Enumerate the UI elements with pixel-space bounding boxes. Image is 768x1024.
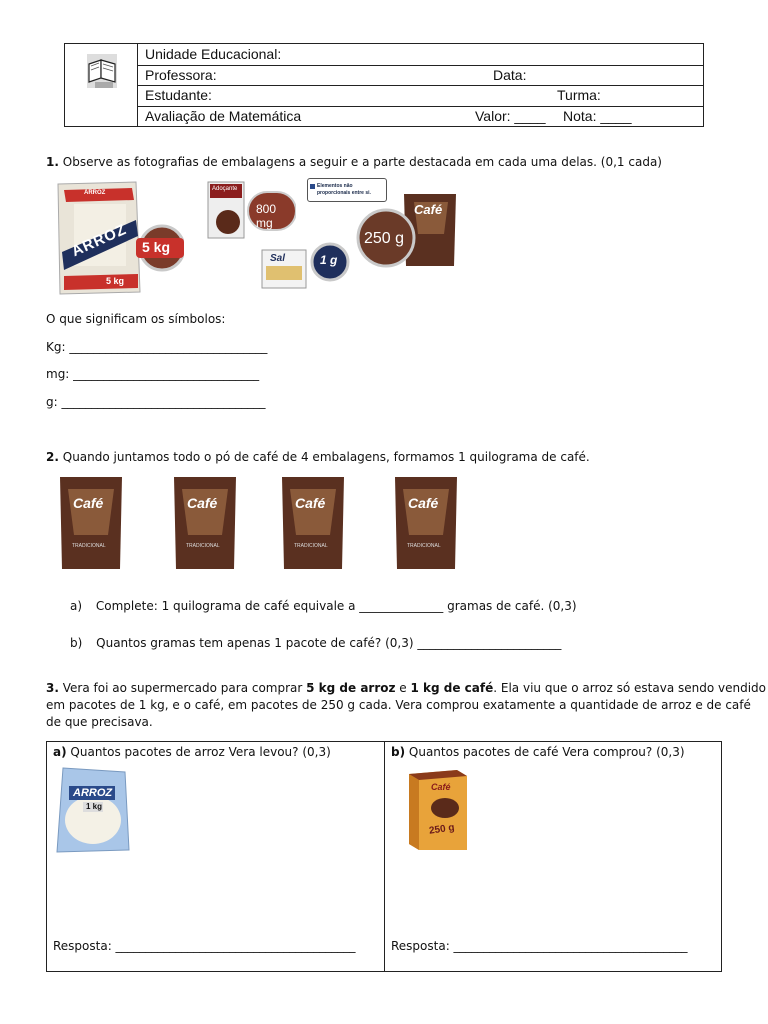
estudante-label: Estudante: bbox=[145, 87, 212, 103]
salt-badge: 1 g bbox=[320, 253, 338, 267]
professora-label: Professora: bbox=[145, 66, 217, 83]
q3-bold-rice: 5 kg de arroz bbox=[306, 681, 396, 695]
q2-a-text: Complete: 1 quilograma de café equivale a ______________ gramas de café. (0,3) bbox=[95, 599, 577, 613]
coffee-250g-image bbox=[354, 190, 460, 270]
q3-b-text: Quantos pacotes de café Vera comprou? (0,3) bbox=[405, 745, 685, 759]
rice-5kg-image bbox=[54, 180, 184, 296]
header-table bbox=[64, 43, 704, 127]
q2-statement bbox=[46, 449, 736, 466]
coffee-package-1-label: Café bbox=[73, 495, 104, 511]
rice-1kg-weight: 1 kg bbox=[86, 802, 103, 811]
coffee-package-3 bbox=[278, 475, 348, 576]
q3-answer-table bbox=[46, 741, 722, 972]
q3-text-pre: Vera foi ao supermercado para comprar bbox=[62, 681, 307, 695]
header-row-professora bbox=[137, 65, 703, 87]
q3-text-post: . Ela viu que o arroz só estava sendo vendido bbox=[493, 681, 766, 695]
salt-label: Sal bbox=[270, 253, 286, 264]
coffee-package-2 bbox=[170, 475, 240, 576]
rice-1kg-image bbox=[53, 764, 133, 856]
school-logo bbox=[65, 44, 138, 126]
header-row-unidade bbox=[137, 44, 703, 66]
q1-number: 1. bbox=[46, 155, 59, 169]
header-row-estudante bbox=[137, 85, 703, 107]
q1-text: Observe as fotografias de embalagens a seguir e a parte destacada em cada uma delas. (0,1 cada) bbox=[62, 155, 662, 169]
q3-b-letter: b) bbox=[391, 745, 406, 759]
coffee-package-4-label: Café bbox=[408, 495, 439, 511]
coffee-badge: 250 g bbox=[364, 230, 405, 247]
coffee-package-2-sub: TRADICIONAL bbox=[186, 543, 220, 549]
coffee-package-1-sub: TRADICIONAL bbox=[72, 543, 106, 549]
q3-item-b bbox=[391, 744, 685, 761]
q3-line-1 bbox=[46, 680, 766, 697]
q3-text-mid: e bbox=[395, 681, 411, 695]
coffee-package-4 bbox=[391, 475, 461, 576]
coffee-box-label: Café bbox=[431, 782, 451, 792]
q2-text: Quando juntamos todo o pó de café de 4 embalagens, formamos 1 quilograma de café. bbox=[62, 450, 590, 464]
coffee-package-3-sub: TRADICIONAL bbox=[294, 543, 328, 549]
q3-a-letter: a) bbox=[53, 745, 67, 759]
note-text: Elementos não proporcionais entre si. bbox=[317, 183, 371, 196]
q2-b-text: Quantos gramas tem apenas 1 pacote de café? (0,3) ________________________ bbox=[96, 636, 562, 650]
q1-mg-line: mg: _______________________________ bbox=[46, 367, 260, 381]
turma-label: Turma: bbox=[557, 87, 601, 103]
sweetener-label: Adoçante bbox=[212, 186, 238, 192]
q3-line-2: em pacotes de 1 kg, e o café, em pacotes de 250 g cada. Vera comprou exatamente a quantidade de arroz e de café bbox=[46, 698, 751, 712]
q2-b-letter: b) bbox=[70, 636, 83, 650]
rice-brand-top: ARROZ bbox=[84, 190, 106, 196]
unidade-label: Unidade Educacional: bbox=[145, 46, 282, 62]
valor-label: Valor: ____ bbox=[475, 107, 546, 124]
q3-number: 3. bbox=[46, 681, 59, 695]
header-row-avaliacao bbox=[137, 106, 703, 127]
coffee-package-3-label: Café bbox=[295, 495, 326, 511]
q2-item-a bbox=[70, 598, 577, 615]
q3-a-text: Quantos pacotes de arroz Vera levou? (0,3) bbox=[66, 745, 331, 759]
rice-badge: 5 kg bbox=[142, 239, 171, 255]
q2-number: 2. bbox=[46, 450, 59, 464]
q3-b-answer-line: Resposta: _______________________________________ bbox=[391, 939, 688, 953]
salt-image bbox=[260, 242, 352, 290]
q1-statement bbox=[46, 154, 736, 171]
q3-item-a bbox=[53, 744, 331, 761]
rice-label: ARROZ bbox=[69, 220, 130, 261]
sweetener-image bbox=[206, 180, 296, 242]
coffee-box-weight: 250 g bbox=[428, 822, 456, 837]
q1-kg-line: Kg: _________________________________ bbox=[46, 340, 268, 354]
sweetener-badge: 800 mg bbox=[256, 202, 277, 230]
q1-symbols-question: O que significam os símbolos: bbox=[46, 312, 226, 326]
coffee-box-image bbox=[405, 766, 469, 852]
q3-statement bbox=[46, 680, 766, 731]
coffee-package-1 bbox=[56, 475, 126, 576]
note-bullet-icon bbox=[310, 184, 315, 189]
avaliacao-label: Avaliação de Matemática bbox=[145, 107, 302, 124]
coffee-package-2-label: Café bbox=[187, 495, 218, 511]
q2-a-letter: a) bbox=[70, 599, 83, 613]
data-label: Data: bbox=[493, 66, 527, 83]
rice-1kg-label: ARROZ bbox=[73, 787, 113, 799]
q3-table-divider bbox=[384, 742, 385, 971]
rice-kg-small: 5 kg bbox=[106, 276, 125, 286]
nota-label: Nota: ____ bbox=[563, 107, 632, 124]
q3-bold-coffee: 1 kg de café bbox=[410, 681, 494, 695]
q2-item-b bbox=[70, 635, 561, 652]
q3-a-answer-line: Resposta: ________________________________________ bbox=[53, 939, 356, 953]
q1-g-line: g: __________________________________ bbox=[46, 395, 266, 409]
coffee-label: Café bbox=[414, 202, 443, 217]
coffee-package-4-sub: TRADICIONAL bbox=[407, 543, 441, 549]
q3-line-3: de que precisava. bbox=[46, 715, 153, 729]
